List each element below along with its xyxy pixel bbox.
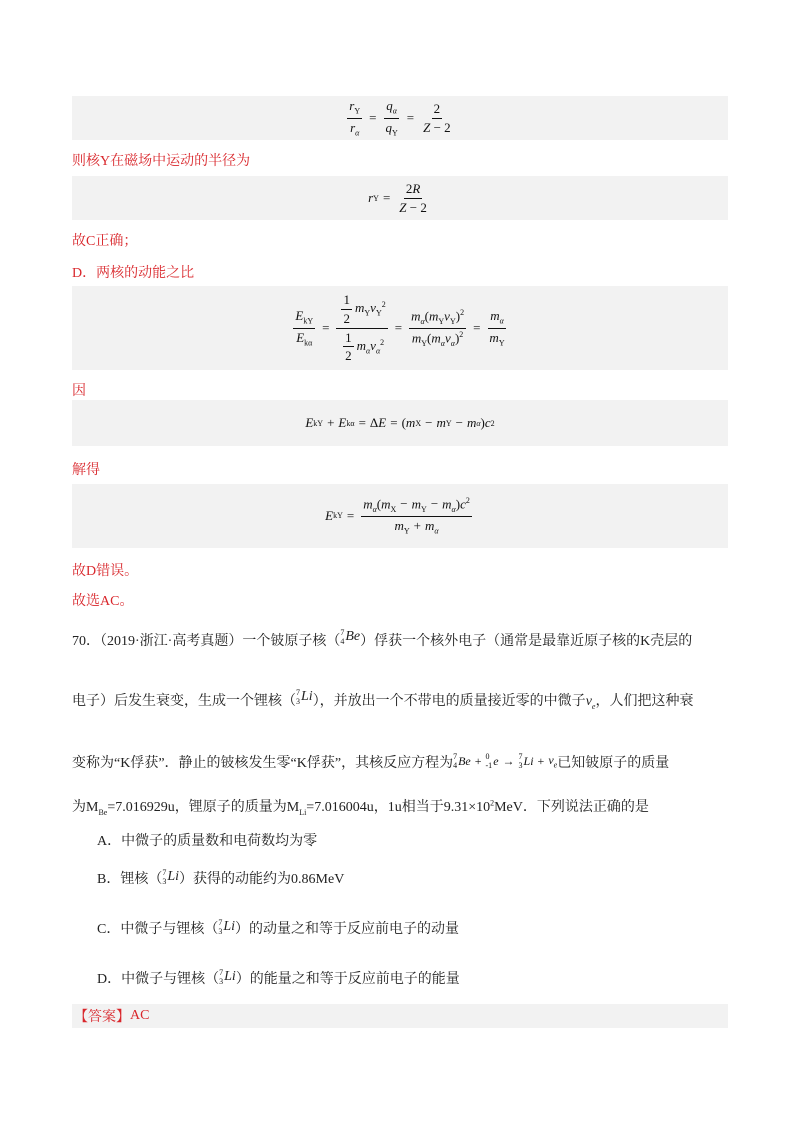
question-source: （2019·浙江·高考真题）	[100, 634, 243, 649]
formula-box-energy-sum	[72, 400, 728, 446]
formula-ke-ratio: $\frac{E_{kY}}{E_{k\alpha}}$ = $\frac{1}{2}$ $m_Yv_Y^2$ $\frac{1}{2}$ $m_\alpha v_\alpha^2$ = $\frac{m_\alpha(m_Yv_Y)^2}{m_Y(m_\alpha v_\alpha)^2}$ = $\frac{m_\alpha}{m_Y}$	[295, 292, 505, 364]
text-c-correct: 故C正确；	[72, 234, 138, 249]
text-solve: 解得	[72, 463, 100, 478]
formula-box-ke-ratio	[72, 286, 728, 370]
question-70-line2: 电子）后发生衰变，生成一个锂核（ 7 3 Li ），并放出一个不带电的质量接近零的中微子$v_e$，人们把这种衰	[72, 688, 694, 711]
text-d-heading: D．两核的动能之比	[72, 266, 195, 281]
nuclear-reaction-equation: 7 4 Be + 0 -1 e → 7 3 Li + $v_e$	[453, 752, 558, 770]
text-line-radius: 则核Y在磁场中运动的半径为	[72, 154, 251, 169]
question-number: 70．	[72, 634, 100, 649]
option-d[interactable]: D．中微子与锂核（ 7 3 Li ）的能量之和等于反应前电子的能量	[97, 968, 460, 987]
formula-eky: E kY = $\frac{m_\alpha(m_X - m_Y - m_\alpha)c^2}{m_Y + m_\alpha}$	[325, 496, 470, 536]
formula-box-radius	[72, 176, 728, 220]
answer-value: AC	[130, 1008, 150, 1023]
question-70-line3: 变称为“K俘获”．静止的铍核发生零“K俘获”，其核反应方程为 7 4 Be + 0 -1 e → 7 3 Li + $v_e$ 已知铍原子的质量	[72, 752, 670, 771]
question-70-line1: 70．（2019·浙江·高考真题）一个铍原子核（ 7 4 Be ）俘获一个核外电子（通常是最靠近原子核的K壳层的	[72, 628, 693, 649]
formula-box-radius-ratio	[72, 96, 728, 140]
formula-radius-ratio: $\frac{r_Y}{r_\alpha}$ = $\frac{q_\alpha}{q_Y}$ = $\frac{2}{Z - 2}$	[349, 98, 451, 138]
answer-bar	[72, 1004, 728, 1028]
formula-energy-sum: E kY + E kα = Δ E = ( m X − m Y − m α ) c 2	[305, 415, 495, 430]
option-b[interactable]: B．锂核（ 7 3 Li ）获得的动能约为0.86MeV	[97, 868, 345, 887]
li-nucleus-symbol: 7 3 Li	[162, 868, 180, 886]
formula-radius: r Y = $\frac{2R}{Z - 2}$	[368, 180, 427, 215]
question-70-line4: 为$M_{Be}=7.016929u$，锂原子的质量为$M_{Li}=7.016004u$，1u相当于$9.31\times 10^2MeV$．下列说法正确的是	[72, 798, 649, 817]
li-nucleus-symbol: 7 3 Li	[219, 968, 236, 986]
formula-box-eky	[72, 484, 728, 548]
li-nucleus-symbol: 7 3 Li	[296, 688, 313, 706]
be-nucleus-symbol: 7 4 Be	[340, 628, 361, 646]
text-because: 因	[72, 384, 86, 399]
text-d-wrong: 故D错误。	[72, 564, 139, 579]
option-c[interactable]: C．中微子与锂核（ 7 3 Li ）的动量之和等于反应前电子的动量	[97, 918, 460, 937]
answer-label: 【答案】	[74, 1010, 130, 1025]
text-choose-ac: 故选AC。	[72, 594, 134, 609]
neutrino-symbol: $v_e$	[585, 694, 596, 711]
li-nucleus-symbol: 7 3 Li	[218, 918, 236, 936]
option-a[interactable]: A．中微子的质量数和电荷数均为零	[97, 834, 318, 849]
